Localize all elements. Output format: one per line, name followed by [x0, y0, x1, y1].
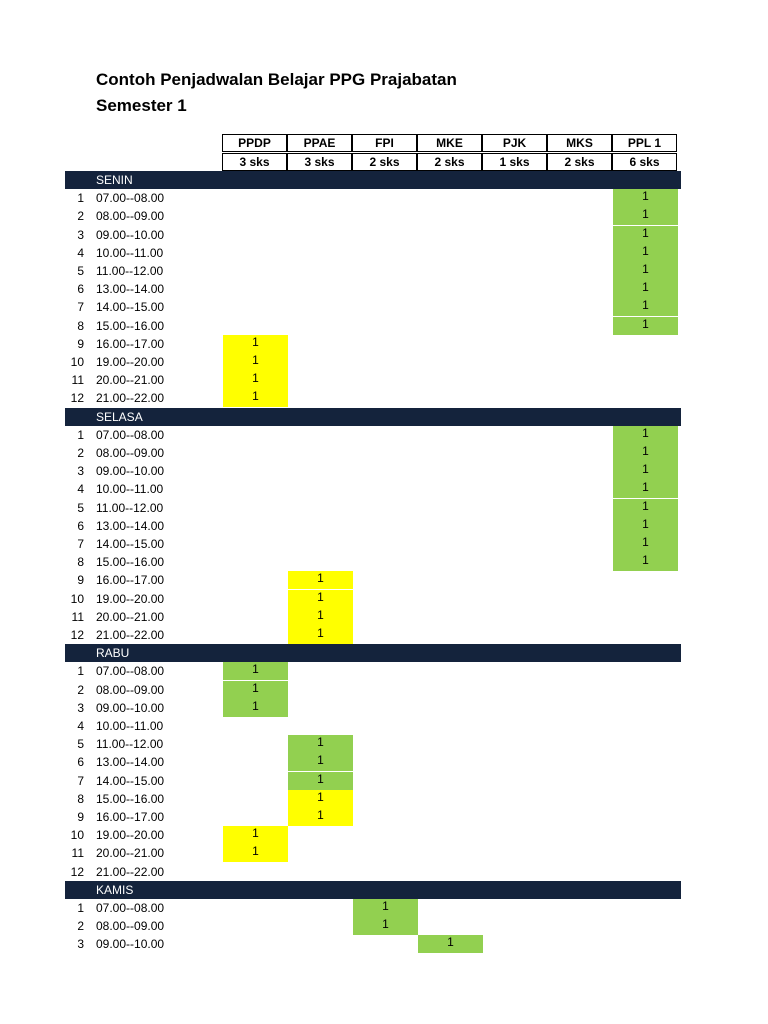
slot-number: 7 [77, 537, 84, 551]
slot-time: 16.00--17.00 [96, 810, 165, 824]
table-row [0, 772, 768, 790]
table-row [0, 790, 768, 808]
slot-time: 07.00--08.00 [96, 191, 165, 206]
slot-time: 15.00--16.00 [96, 791, 165, 806]
table-row [0, 317, 768, 335]
table-row [0, 935, 768, 953]
table-row [0, 608, 768, 626]
slot-time: 15.00--16.00 [96, 318, 165, 333]
slot-number: 4 [77, 719, 84, 733]
slot-number: 9 [77, 810, 84, 824]
table-row [0, 280, 768, 298]
column-header-code: PJK [482, 134, 547, 152]
slot-time: 10.00--11.00 [96, 482, 164, 497]
schedule-cell: 1 [613, 226, 678, 244]
schedule-cell: 1 [288, 808, 353, 826]
slot-number: 8 [77, 791, 84, 806]
table-row [0, 590, 768, 608]
schedule-cell: 1 [613, 535, 678, 553]
slot-number: 2 [77, 446, 84, 460]
table-row [0, 899, 768, 917]
table-row [0, 826, 768, 844]
slot-number: 4 [77, 482, 84, 497]
slot-time: 07.00--08.00 [96, 427, 165, 442]
schedule-cell: 1 [223, 371, 288, 389]
table-row [0, 298, 768, 316]
table-row [0, 535, 768, 553]
schedule-cell: 1 [613, 207, 678, 225]
schedule-cell: 1 [223, 844, 288, 862]
table-row [0, 626, 768, 644]
slot-number: 6 [77, 282, 84, 297]
table-row [0, 917, 768, 935]
slot-number: 9 [77, 336, 84, 351]
slot-number: 10 [70, 828, 84, 843]
slot-number: 12 [70, 391, 84, 406]
slot-number: 3 [77, 937, 84, 952]
slot-number: 7 [77, 300, 84, 315]
table-row [0, 207, 768, 225]
column-header-code: PPL 1 [612, 134, 677, 152]
schedule-cell: 1 [288, 626, 353, 644]
column-header-code: MKE [417, 134, 482, 152]
table-row [0, 244, 768, 262]
table-row [0, 808, 768, 826]
slot-time: 21.00--22.00 [96, 628, 165, 642]
schedule-cell: 1 [613, 480, 678, 498]
slot-time: 11.00--12.00 [96, 264, 164, 278]
slot-time: 09.00--10.00 [96, 700, 165, 715]
table-row [0, 844, 768, 862]
schedule-cell: 1 [613, 553, 678, 571]
table-row [0, 444, 768, 462]
slot-number: 2 [77, 682, 84, 697]
table-row [0, 226, 768, 244]
slot-number: 9 [77, 573, 84, 588]
slot-time: 20.00--21.00 [96, 373, 165, 388]
table-row [0, 517, 768, 535]
slot-time: 15.00--16.00 [96, 555, 165, 570]
slot-time: 16.00--17.00 [96, 336, 165, 351]
slot-number: 1 [77, 664, 84, 679]
table-row [0, 681, 768, 699]
day-header-senin: SENIN [65, 171, 681, 189]
column-header-code: MKS [547, 134, 612, 152]
page-title: Contoh Penjadwalan Belajar PPG Prajabatan [96, 70, 457, 89]
table-row [0, 753, 768, 771]
slot-time: 20.00--21.00 [96, 609, 165, 624]
slot-number: 3 [77, 464, 84, 479]
schedule-cell: 1 [613, 499, 678, 517]
schedule-cell: 1 [288, 772, 353, 790]
slot-time: 09.00--10.00 [96, 937, 165, 952]
schedule-cell: 1 [613, 262, 678, 280]
slot-number: 7 [77, 773, 84, 788]
slot-number: 2 [77, 919, 84, 934]
schedule-cell: 1 [288, 753, 353, 771]
slot-time: 21.00--22.00 [96, 391, 165, 406]
schedule-cell: 1 [613, 426, 678, 444]
slot-time: 21.00--22.00 [96, 864, 165, 879]
slot-time: 13.00--14.00 [96, 755, 165, 770]
table-row [0, 335, 768, 353]
day-header-rabu: RABU [65, 644, 681, 662]
slot-number: 6 [77, 755, 84, 770]
table-row [0, 353, 768, 371]
slot-number: 12 [70, 628, 84, 642]
schedule-cell: 1 [288, 790, 353, 808]
slot-time: 13.00--14.00 [96, 282, 165, 297]
day-header-selasa: SELASA [65, 408, 681, 426]
slot-number: 1 [77, 427, 84, 442]
table-row [0, 662, 768, 680]
column-header-code: FPI [352, 134, 417, 152]
schedule-cell: 1 [288, 571, 353, 589]
slot-time: 14.00--15.00 [96, 300, 165, 315]
slot-number: 5 [77, 737, 84, 752]
schedule-cell: 1 [613, 189, 678, 207]
slot-time: 20.00--21.00 [96, 846, 165, 861]
schedule-cell: 1 [223, 662, 288, 680]
schedule-cell: 1 [613, 517, 678, 535]
slot-time: 08.00--09.00 [96, 682, 165, 697]
day-header-kamis: KAMIS [65, 881, 681, 899]
schedule-cell: 1 [223, 353, 288, 371]
slot-time: 11.00--12.00 [96, 500, 164, 515]
schedule-cell: 1 [613, 317, 678, 335]
table-row [0, 480, 768, 498]
schedule-cell: 1 [613, 462, 678, 480]
column-header-sks: 3 sks [287, 153, 352, 171]
slot-number: 5 [77, 500, 84, 515]
table-row [0, 389, 768, 407]
schedule-cell: 1 [223, 389, 288, 407]
slot-number: 3 [77, 700, 84, 715]
table-row [0, 371, 768, 389]
slot-time: 08.00--09.00 [96, 446, 165, 460]
slot-time: 07.00--08.00 [96, 664, 165, 679]
slot-number: 11 [71, 846, 84, 861]
slot-number: 8 [77, 318, 84, 333]
table-row [0, 189, 768, 207]
slot-number: 10 [70, 355, 84, 369]
schedule-cell: 1 [288, 608, 353, 626]
column-header-sks: 3 sks [222, 153, 287, 171]
table-row [0, 553, 768, 571]
schedule-cell: 1 [613, 444, 678, 462]
slot-number: 6 [77, 518, 84, 533]
column-header-sks: 2 sks [417, 153, 482, 171]
column-header-sks: 6 sks [612, 153, 677, 171]
schedule-cell: 1 [353, 899, 418, 917]
page-subtitle: Semester 1 [96, 96, 187, 115]
table-row [0, 426, 768, 444]
column-header-code: PPAE [287, 134, 352, 152]
slot-time: 08.00--09.00 [96, 209, 165, 224]
schedule-cell: 1 [223, 699, 288, 717]
slot-number: 5 [77, 264, 84, 278]
schedule-cell: 1 [223, 335, 288, 353]
schedule-cell: 1 [418, 935, 483, 953]
slot-time: 07.00--08.00 [96, 901, 165, 915]
slot-time: 08.00--09.00 [96, 919, 165, 934]
slot-time: 13.00--14.00 [96, 518, 165, 533]
schedule-cell: 1 [223, 826, 288, 844]
slot-number: 12 [70, 864, 84, 879]
table-row [0, 717, 768, 735]
slot-time: 16.00--17.00 [96, 573, 165, 588]
table-row [0, 735, 768, 753]
slot-time: 19.00--20.00 [96, 828, 165, 843]
slot-number: 3 [77, 227, 84, 242]
slot-time: 09.00--10.00 [96, 227, 165, 242]
column-header-sks: 2 sks [547, 153, 612, 171]
schedule-cell: 1 [613, 280, 678, 298]
slot-number: 10 [70, 591, 84, 606]
column-header-sks: 1 sks [482, 153, 547, 171]
schedule-cell: 1 [288, 590, 353, 608]
slot-number: 1 [77, 901, 84, 915]
schedule-cell: 1 [613, 298, 678, 316]
slot-time: 14.00--15.00 [96, 537, 165, 551]
slot-time: 09.00--10.00 [96, 464, 165, 479]
slot-time: 19.00--20.00 [96, 355, 165, 369]
slot-number: 1 [77, 191, 84, 206]
schedule-cell: 1 [353, 917, 418, 935]
slot-number: 2 [77, 209, 84, 224]
table-row [0, 699, 768, 717]
schedule-cell: 1 [613, 244, 678, 262]
slot-number: 8 [77, 555, 84, 570]
table-row [0, 571, 768, 589]
slot-time: 10.00--11.00 [96, 245, 164, 260]
slot-time: 10.00--11.00 [96, 719, 164, 733]
table-row [0, 863, 768, 881]
slot-number: 11 [71, 609, 84, 624]
column-header-code: PPDP [222, 134, 287, 152]
schedule-cell: 1 [223, 681, 288, 699]
slot-time: 11.00--12.00 [96, 737, 164, 752]
table-row [0, 462, 768, 480]
table-row [0, 262, 768, 280]
slot-time: 19.00--20.00 [96, 591, 165, 606]
column-header-sks: 2 sks [352, 153, 417, 171]
schedule-cell: 1 [288, 735, 353, 753]
slot-time: 14.00--15.00 [96, 773, 165, 788]
slot-number: 11 [71, 373, 84, 388]
slot-number: 4 [77, 245, 84, 260]
table-row [0, 499, 768, 517]
